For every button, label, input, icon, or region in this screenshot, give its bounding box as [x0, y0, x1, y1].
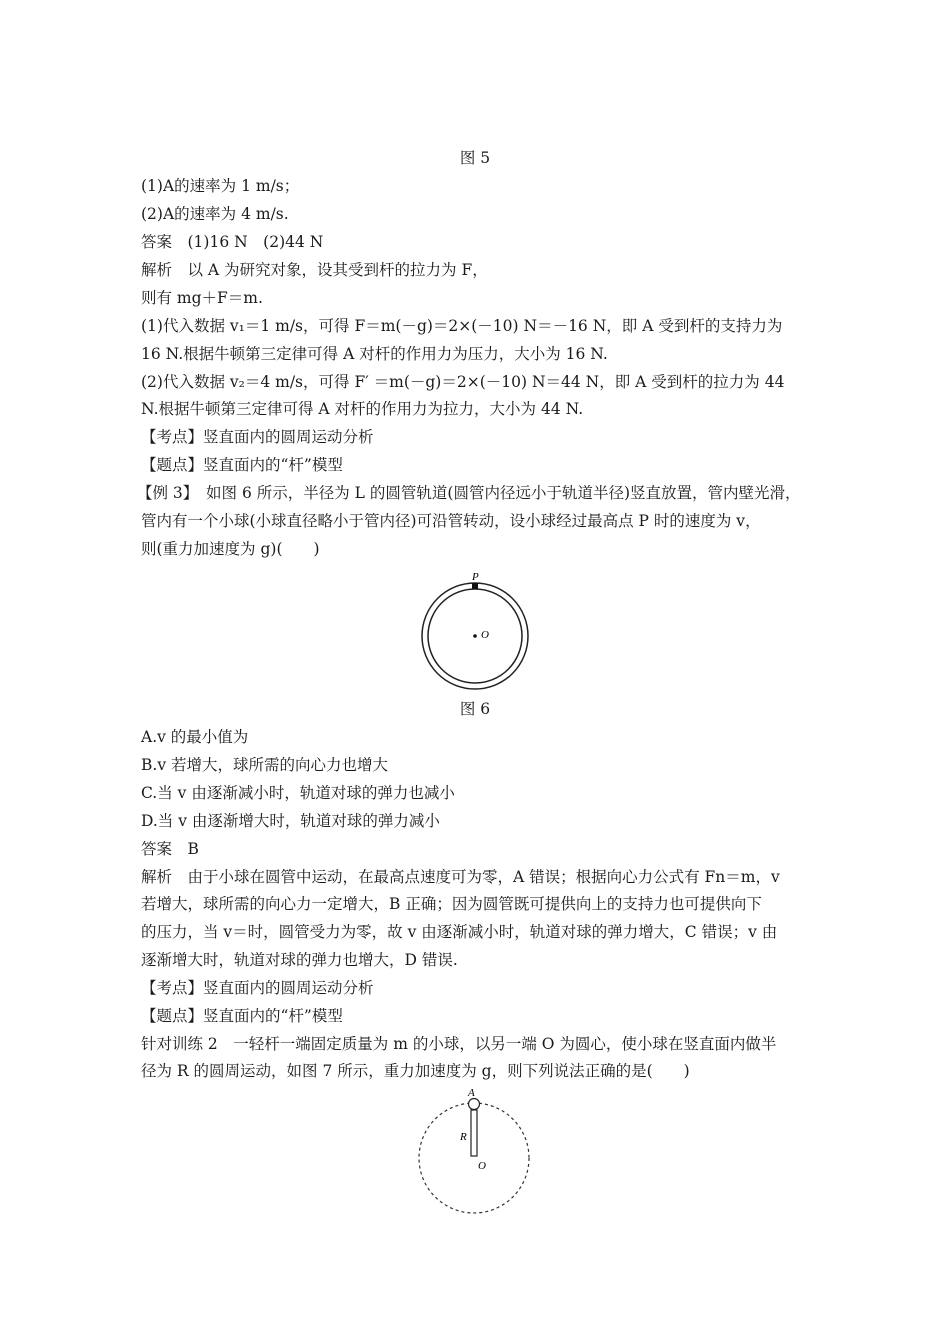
analysis-2-line-2: 若增大，球所需的向心力一定增大，B 正确；因为圆管既可提供向上的支持力也可提供向下: [141, 895, 762, 913]
analysis-1-line-4: 16 N.根据牛顿第三定律可得 A 对杆的作用力为压力，大小为 16 N.: [141, 345, 608, 363]
training-2-line-1: 针对训练 2 一轻杆一端固定质量为 m 的小球，以另一端 O 为圆心，使小球在竖直面内做半: [141, 1035, 777, 1053]
label-o: O: [481, 629, 489, 641]
option-c: C.当 v 由逐渐减小时，轨道对球的弹力也减小: [141, 784, 455, 802]
figure-6-tube-diagram: [415, 568, 535, 692]
option-d: D.当 v 由逐渐增大时，轨道对球的弹力减小: [141, 812, 440, 830]
question-2: (2)A的速率为 4 m/s.: [141, 205, 289, 223]
label-o: O: [478, 1160, 486, 1172]
answer-2: 答案 B: [141, 840, 199, 858]
tidian-2: 【题点】竖直面内的“杆”模型: [141, 1007, 343, 1025]
answer-1: 答案 (1)16 N (2)44 N: [141, 233, 324, 251]
option-b: B.v 若增大，球所需的向心力也增大: [141, 756, 389, 774]
example-3-line-2: 管内有一个小球(小球直径略小于管内径)可沿管转动，设小球经过最高点 P 时的速度为 v，: [141, 512, 761, 530]
analysis-1-line-5: (2)代入数据 v₂＝4 m/s，可得 F′ ＝m(－g)＝2×(－10) N＝44 N，即 A 受到杆的拉力为 44: [141, 373, 785, 391]
question-1: (1)A的速率为 1 m/s；: [141, 177, 300, 195]
example-3-line-1: 【例 3】 如图 6 所示，半径为 L 的圆管轨道(圆管内径远小于轨道半径)竖直放置，管内壁光滑，: [137, 484, 801, 502]
option-a: A.v 的最小值为: [141, 728, 249, 746]
training-2-line-2: 径为 R 的圆周运动，如图 7 所示，重力加速度为 g，则下列说法正确的是( ): [141, 1062, 690, 1080]
ball-p: [472, 583, 478, 589]
label-p: P: [472, 571, 479, 583]
analysis-2-line-1: 解析 由于小球在圆管中运动，在最高点速度可为零，A 错误；根据向心力公式有 Fn＝m，v: [141, 868, 780, 886]
center-o-dot: [473, 634, 477, 638]
analysis-2-line-4: 逐渐增大时，轨道对球的弹力也增大，D 错误.: [141, 951, 458, 969]
label-r: R: [460, 1131, 467, 1143]
analysis-2-line-3: 的压力，当 v＝时，圆管受力为零，故 v 由逐渐减小时，轨道对球的弹力增大，C 错误；v 由: [141, 923, 778, 941]
analysis-1-line-2: 则有 mg＋F＝m.: [141, 289, 263, 307]
light-rod: [471, 1110, 477, 1156]
analysis-1-line-3: (1)代入数据 v₁＝1 m/s，可得 F＝m(－g)＝2×(－10) N＝－16 N，即 A 受到杆的支持力为: [141, 317, 783, 335]
kaodian-1: 【考点】竖直面内的圆周运动分析: [141, 428, 374, 446]
example-3-line-3: 则(重力加速度为 g)( ): [141, 540, 320, 558]
figure-7-rod-diagram: [410, 1088, 540, 1218]
figure-5-caption: 图 5: [459, 149, 491, 167]
label-a: A: [468, 1088, 475, 1099]
kaodian-2: 【考点】竖直面内的圆周运动分析: [141, 979, 374, 997]
figure-6-caption: 图 6: [459, 700, 491, 718]
analysis-1-line-6: N.根据牛顿第三定律可得 A 对杆的作用力为拉力，大小为 44 N.: [141, 400, 584, 418]
ball-a: [469, 1099, 480, 1110]
tidian-1: 【题点】竖直面内的“杆”模型: [141, 456, 343, 474]
analysis-1-line-1: 解析 以 A 为研究对象，设其受到杆的拉力为 F，: [141, 261, 488, 279]
